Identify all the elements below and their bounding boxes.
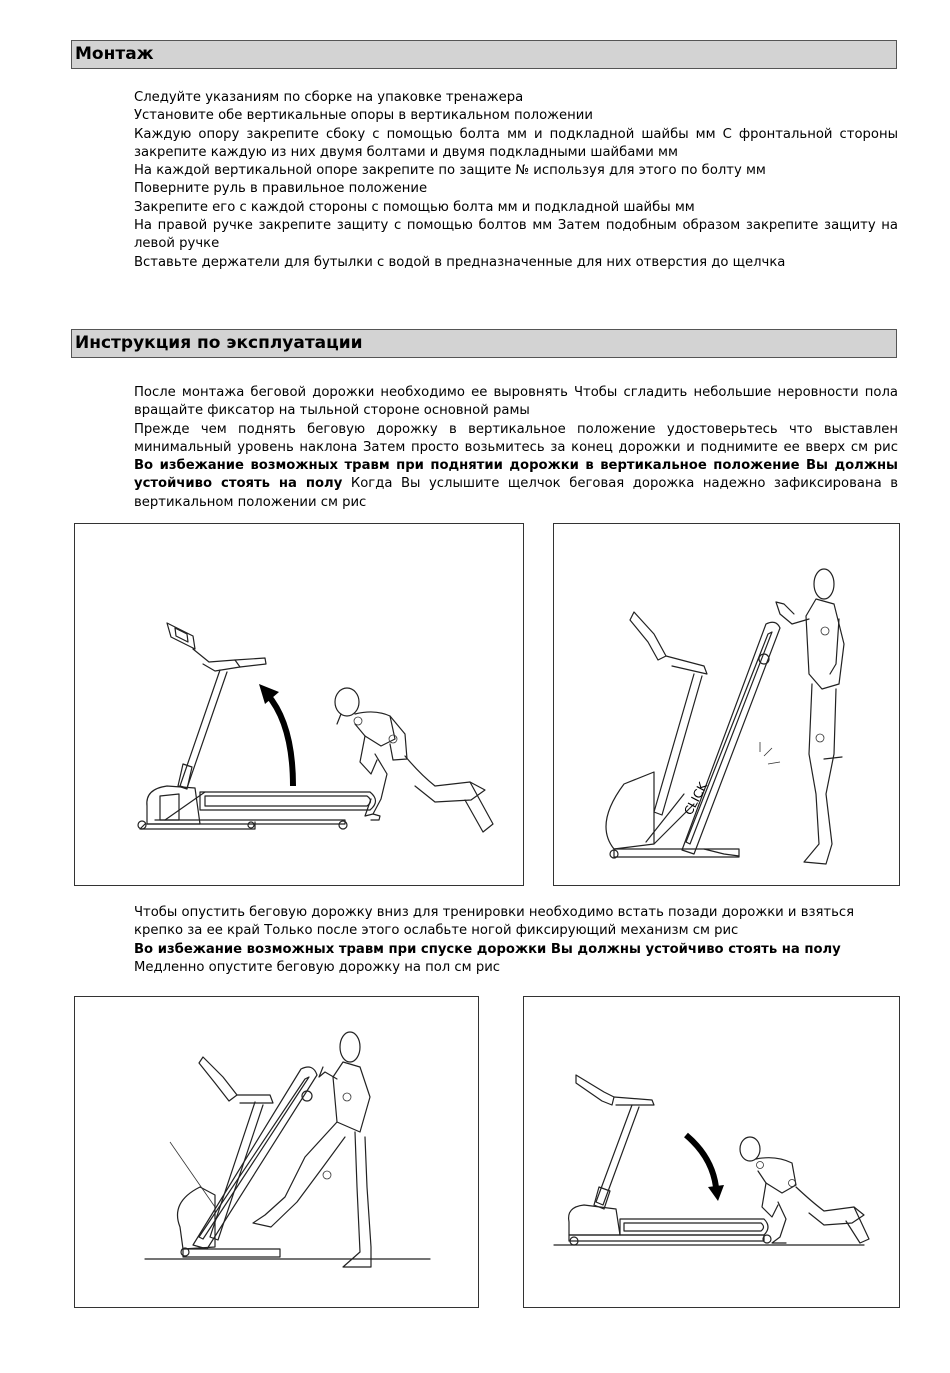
figure-release-lock	[74, 996, 479, 1308]
safety-warning: Во избежание возможных травм при поднятии дорожки в вертикальное положение Вы должны устойчиво стоять на полу	[134, 458, 898, 492]
operation-paragraph: Медленно опустите беговую дорожку на пол см рис	[134, 959, 501, 975]
operation-paragraph: После монтажа беговой дорожки необходимо ее выровнять Чтобы сгладить небольшие неровности пола вращайте фиксатор на тыльной стороне основной рамы	[134, 385, 898, 419]
operation-paragraph: Чтобы опустить беговую дорожку вниз для тренировки необходимо встать позади дорожки и взяться крепко за ее край Только после этого ослабьте ногой фиксирующий механизм см рис	[134, 905, 855, 939]
instruction-line: Установите обе вертикальные опоры в вертикальном положении	[134, 108, 593, 124]
instruction-line: На каждой вертикальной опоре закрепите по защите № используя для этого по болту мм	[134, 163, 766, 179]
figure-treadmill-locked-upright	[553, 523, 900, 886]
operation-paragraph	[134, 421, 898, 512]
mounting-instructions	[134, 89, 898, 272]
operation-instructions	[134, 384, 898, 512]
paragraph-text: Прежде чем поднять беговую дорожку в вертикальное положение удостоверьтесь что выставлен минимальный уровень наклона Затем просто возьмитесь за конец дорожки и поднимите ее вверх см рис	[134, 421, 898, 455]
section-header-operation: Инструкция по эксплуатации	[71, 329, 897, 358]
instruction-line: Вставьте держатели для бутылки с водой в предназначенные для них отверстия до щелчка	[134, 254, 786, 270]
instruction-line: Каждую опору закрепите сбоку с помощью болта мм и подкладной шайбы мм С фронтальной стороны закрепите каждую из них двумя болтами и двумя подкладными шайбами мм	[134, 126, 898, 160]
safety-warning: Во избежание возможных травм при спуске дорожки Вы должны устойчиво стоять на полу	[134, 941, 841, 957]
instruction-line: Поверните руль в правильное положение	[134, 181, 428, 197]
instruction-line: На правой ручке закрепите защиту с помощью болтов мм Затем подобным образом закрепите защиту на левой ручке	[134, 218, 898, 252]
instruction-line: Закрепите его с каждой стороны с помощью болта мм и подкладной шайбы мм	[134, 199, 695, 215]
instruction-line: Следуйте указаниям по сборке на упаковке тренажера	[134, 90, 524, 105]
safety-warning-line	[134, 941, 898, 959]
figure-lower-treadmill	[523, 996, 900, 1308]
click-label: CLICK	[681, 780, 711, 818]
lowering-instructions	[134, 904, 898, 977]
paragraph-text: Когда Вы услышите щелчок беговая дорожка надежно зафиксирована в вертикальном положении см рис	[134, 476, 898, 510]
figure-lift-treadmill	[74, 523, 524, 886]
section-header-mounting: Монтаж	[71, 40, 897, 69]
